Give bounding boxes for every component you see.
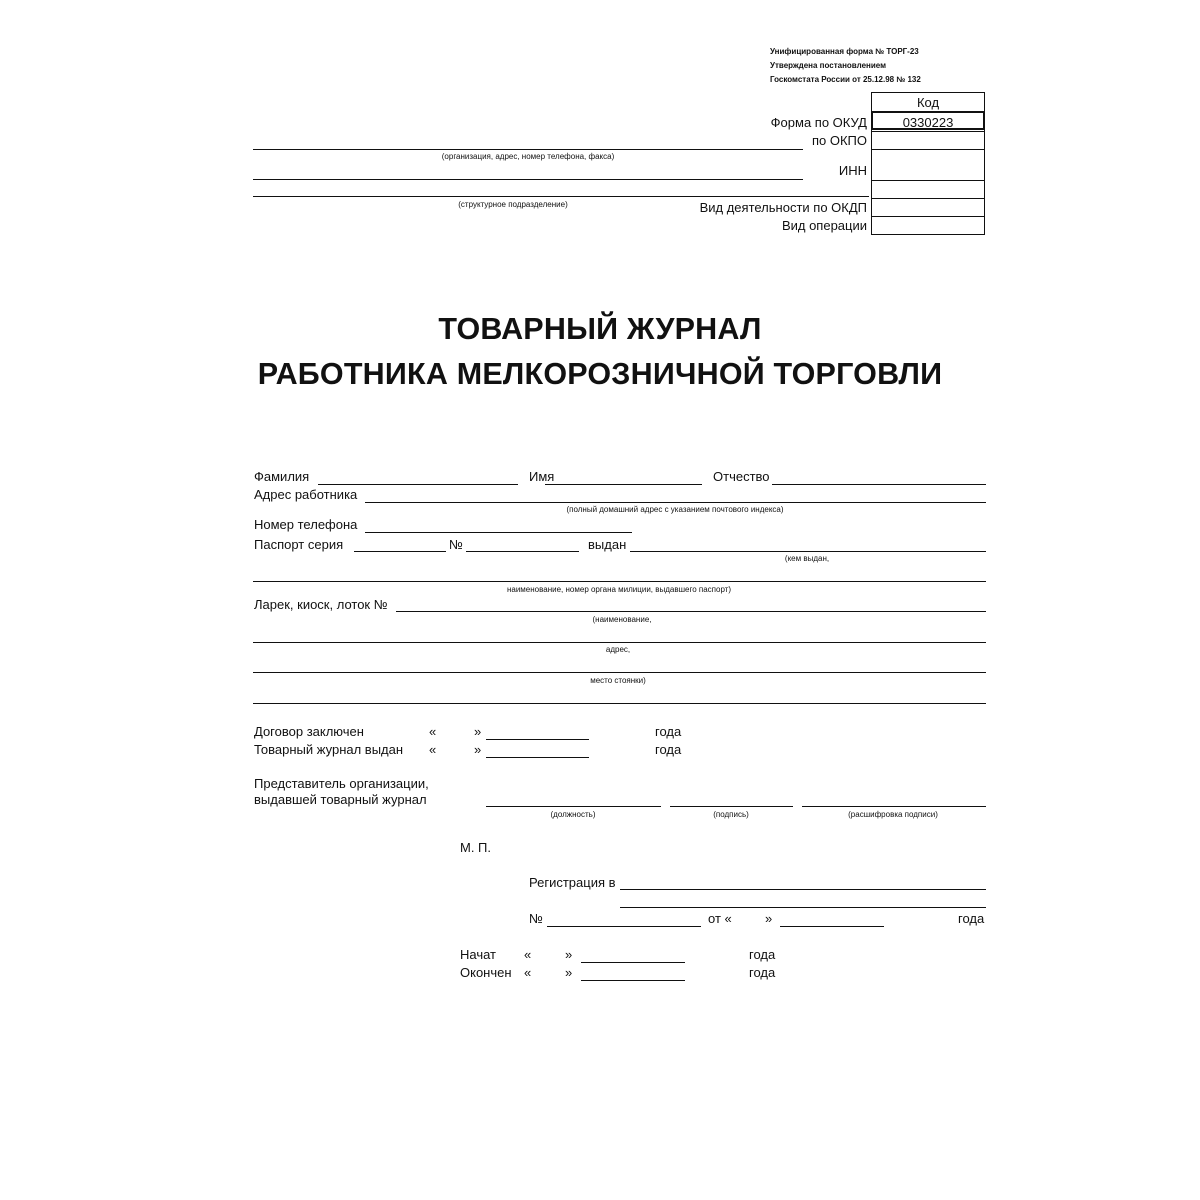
passport-label: Паспорт серия bbox=[254, 537, 344, 552]
name-field[interactable] bbox=[545, 484, 702, 485]
kiosk-name-caption: (наименование, bbox=[592, 615, 652, 624]
stamp-label: М. П. bbox=[460, 840, 492, 855]
title-line2: РАБОТНИКА МЕЛКОРОЗНИЧНОЙ ТОРГОВЛИ bbox=[257, 357, 943, 391]
passport-series-field[interactable] bbox=[354, 551, 446, 552]
signature-field[interactable] bbox=[670, 806, 793, 807]
title-line1: ТОВАРНЫЙ ЖУРНАЛ bbox=[438, 312, 762, 346]
decoding-caption: (расшифровка подписи) bbox=[848, 810, 938, 819]
registration-field[interactable] bbox=[620, 889, 986, 890]
phone-label: Номер телефона bbox=[254, 517, 358, 532]
reg-quote-close: » bbox=[765, 911, 773, 926]
parking-caption: место стоянки) bbox=[590, 676, 646, 685]
started-label: Начат bbox=[460, 947, 497, 962]
kiosk-address-field[interactable] bbox=[253, 672, 986, 673]
reg-from-label: от « bbox=[708, 911, 732, 926]
contract-quote-close: » bbox=[474, 724, 482, 739]
org-line[interactable] bbox=[253, 149, 803, 150]
representative-label-1: Представитель организации, bbox=[254, 776, 429, 791]
journal-issued-label: Товарный журнал выдан bbox=[254, 742, 404, 757]
finished-quote-close: » bbox=[565, 965, 573, 980]
reg-date-field[interactable] bbox=[780, 926, 884, 927]
operation-label: Вид операции bbox=[781, 218, 867, 233]
kiosk-name-field[interactable] bbox=[253, 642, 986, 643]
contract-concluded-label: Договор заключен bbox=[254, 724, 364, 739]
registration-label: Регистрация в bbox=[529, 875, 616, 890]
started-date-field[interactable] bbox=[581, 962, 685, 963]
address-caption: (полный домашний адрес с указанием почтового индекса) bbox=[566, 505, 784, 514]
passport-number-sign: № bbox=[449, 537, 463, 552]
name-label: Имя bbox=[529, 469, 555, 484]
representative-label-2: выдавшей товарный журнал bbox=[254, 792, 427, 807]
passport-number-field[interactable] bbox=[466, 551, 579, 552]
parking-field[interactable] bbox=[253, 703, 986, 704]
inn-label: ИНН bbox=[838, 163, 867, 178]
contract-year-label: года bbox=[655, 724, 682, 739]
org-line-2[interactable] bbox=[253, 179, 803, 180]
phone-field[interactable] bbox=[365, 532, 632, 533]
okud-cell-frame bbox=[871, 111, 985, 130]
surname-field[interactable] bbox=[318, 484, 518, 485]
issued-label: выдан bbox=[588, 537, 627, 552]
reg-year-label: года bbox=[958, 911, 985, 926]
okud-value: 0330223 bbox=[902, 115, 954, 130]
police-caption: наименование, номер органа милиции, выдавшего паспорт) bbox=[506, 585, 732, 594]
journal-quote-open: « bbox=[429, 742, 437, 757]
finished-quote-open: « bbox=[524, 965, 532, 980]
issued-by-field[interactable] bbox=[253, 581, 986, 582]
okdp-label: Вид деятельности по ОКДП bbox=[699, 200, 867, 215]
started-year-label: года bbox=[749, 947, 776, 962]
kiosk-address-caption: адрес, bbox=[605, 645, 631, 654]
okpo-label: по ОКПО bbox=[811, 133, 867, 148]
patronymic-field[interactable] bbox=[772, 484, 986, 485]
started-quote-close: » bbox=[565, 947, 573, 962]
journal-quote-close: » bbox=[474, 742, 482, 757]
kiosk-label: Ларек, киоск, лоток № bbox=[254, 597, 388, 612]
reg-number-field[interactable] bbox=[547, 926, 701, 927]
form-notice-line3: Госкомстата России от 25.12.98 № 132 bbox=[770, 75, 921, 84]
decoding-field[interactable] bbox=[802, 806, 986, 807]
kiosk-number-field[interactable] bbox=[396, 611, 986, 612]
form-notice-line2: Утверждена постановлением bbox=[770, 61, 887, 70]
okud-label: Форма по ОКУД bbox=[770, 115, 867, 130]
code-header: Код bbox=[916, 95, 940, 110]
issued-by-caption: (кем выдан, bbox=[784, 554, 830, 563]
patronymic-label: Отчество bbox=[713, 469, 770, 484]
dept-caption: (структурное подразделение) bbox=[458, 200, 568, 209]
reg-number-sign: № bbox=[529, 911, 543, 926]
journal-year-label: года bbox=[655, 742, 682, 757]
finished-date-field[interactable] bbox=[581, 980, 685, 981]
journal-date-field[interactable] bbox=[486, 757, 589, 758]
position-caption: (должность) bbox=[550, 810, 596, 819]
position-field[interactable] bbox=[486, 806, 661, 807]
surname-label: Фамилия bbox=[254, 469, 310, 484]
address-label: Адрес работника bbox=[254, 487, 358, 502]
address-field[interactable] bbox=[365, 502, 986, 503]
signature-caption: (подпись) bbox=[713, 810, 749, 819]
contract-quote-open: « bbox=[429, 724, 437, 739]
finished-label: Окончен bbox=[460, 965, 512, 980]
contract-date-field[interactable] bbox=[486, 739, 589, 740]
dept-line[interactable] bbox=[253, 196, 869, 197]
started-quote-open: « bbox=[524, 947, 532, 962]
form-notice-line1: Унифицированная форма № ТОРГ-23 bbox=[770, 47, 919, 56]
finished-year-label: года bbox=[749, 965, 776, 980]
org-caption: (организация, адрес, номер телефона, факса) bbox=[441, 152, 615, 161]
issued-field[interactable] bbox=[630, 551, 986, 552]
registration-field-2[interactable] bbox=[620, 907, 986, 908]
